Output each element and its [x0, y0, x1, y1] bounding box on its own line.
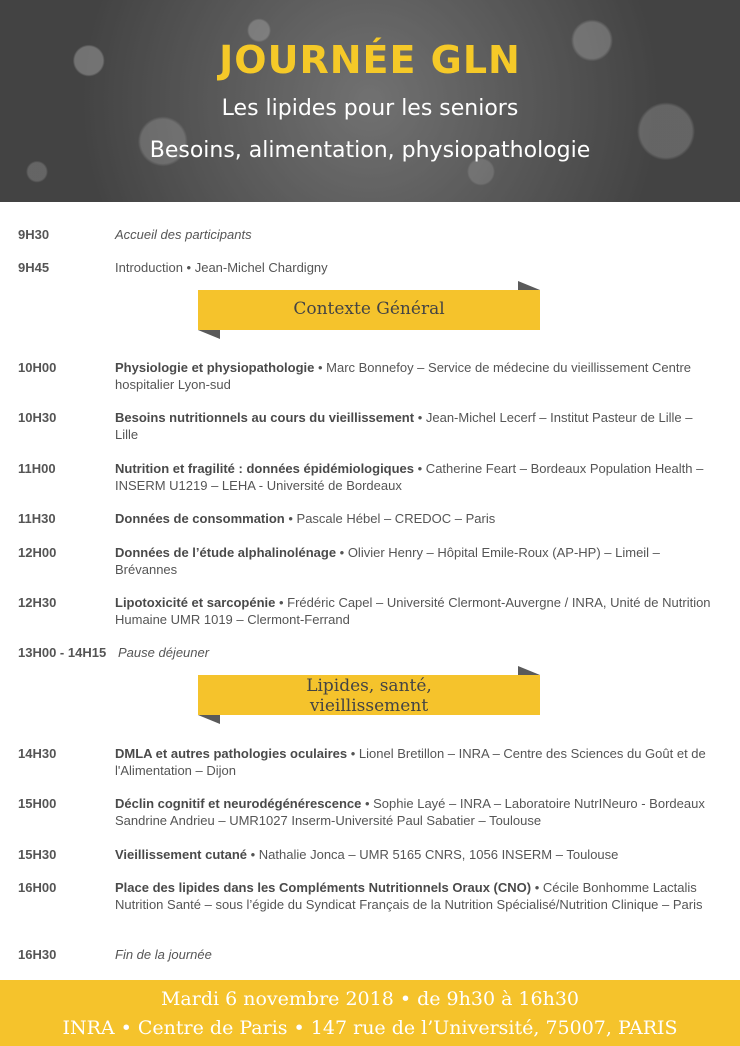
session-speaker: • Olivier Henry – Hôpital Emile-Roux (AP-HP) – Limeil – Brévannes [115, 545, 660, 577]
session-title: Données de consommation [115, 511, 285, 526]
time-label: 15H30 [18, 847, 57, 862]
time-label: 9H45 [18, 260, 50, 275]
time-label: 10H00 [18, 360, 57, 375]
session-speaker: • Sophie Layé – INRA – Laboratoire NutrINeuro - Bordeaux Sandrine Andrieu – UMR1027 Inserm-Université Paul Sabatier – Toulouse [115, 796, 705, 828]
section-banner-contexte [198, 290, 540, 330]
ribbon-fold [518, 666, 540, 675]
event-subtitle-1: Les lipides pour les seniors [221, 96, 519, 121]
pause-label: Pause déjeuner [118, 645, 210, 660]
event-location: INRA • Centre de Paris • 147 rue de l’Université, 75007, PARIS [62, 1017, 678, 1039]
session-description [115, 846, 715, 863]
session-title: Vieillissement cutané [115, 847, 247, 862]
footer-banner [0, 980, 740, 1046]
time-label: 14H30 [18, 746, 57, 761]
session-speaker: • Marc Bonnefoy – Service de médecine du vieillissement Centre hospitalier Lyon-sud [115, 360, 692, 392]
time-label: 16H00 [18, 880, 57, 895]
time-label: 11H00 [18, 461, 56, 476]
section-title: Contexte Général [293, 299, 445, 319]
time-label: 12H30 [18, 595, 57, 610]
session-title: Lipotoxicité et sarcopénie [115, 595, 276, 610]
session-description [115, 544, 715, 578]
session-description [115, 745, 715, 779]
time-label: 15H00 [18, 796, 57, 811]
session-description [115, 409, 715, 443]
session-description [115, 460, 715, 494]
time-label: 12H00 [18, 545, 57, 560]
event-title: JOURNÉE GLN [219, 38, 521, 82]
session-title: Physiologie et physiopathologie [115, 360, 315, 375]
section-title-line1: Lipides, santé, [306, 676, 432, 696]
session-title: Nutrition et fragilité : données épidémiologiques [115, 461, 415, 476]
session-speaker: • Pascale Hébel – CREDOC – Paris [284, 511, 496, 526]
session-description: Introduction • Jean-Michel Chardigny [115, 260, 328, 275]
event-subtitle-2: Besoins, alimentation, physiopathologie [149, 138, 591, 163]
session-speaker: • Frédéric Capel – Université Clermont-Auvergne / INRA, Unité de Nutrition Humaine UMR 1019 – Clermont-Ferrand [115, 595, 711, 627]
header-banner [0, 0, 740, 202]
session-title: DMLA et autres pathologies oculaires [115, 746, 348, 761]
session-description [115, 879, 715, 913]
session-description [115, 594, 715, 628]
session-title: Besoins nutritionnels au cours du vieillissement [115, 410, 415, 425]
session-title: Données de l’étude alphalinolénage [115, 545, 337, 560]
session-description [115, 510, 715, 527]
time-label: 11H30 [18, 511, 56, 526]
event-date: Mardi 6 novembre 2018 • de 9h30 à 16h30 [160, 988, 580, 1010]
session-title: Place des lipides dans les Compléments Nutritionnels Oraux (CNO) [115, 880, 532, 895]
session-speaker: • Cécile Bonhomme Lactalis Nutrition Santé – sous l’égide du Syndicat Français de la Nutrition Spécialisé/Nutrition Clinique – Paris [115, 880, 703, 912]
time-label: 13H00 - 14H15 [18, 645, 107, 660]
session-speaker: • Lionel Bretillon – INRA – Centre des Sciences du Goût et de l'Alimentation – Dijon [115, 746, 706, 778]
section-title-line2: vieillissement [309, 696, 429, 716]
ribbon-fold [198, 715, 220, 724]
time-label: 9H30 [18, 227, 50, 242]
time-label: 16H30 [18, 947, 57, 962]
session-speaker: • Nathalie Jonca – UMR 5165 CNRS, 1056 INSERM – Toulouse [247, 847, 619, 862]
ribbon-fold [198, 330, 220, 339]
session-speaker: • Catherine Feart – Bordeaux Population Health – INSERM U1219 – LEHA - Université de Bordeaux [115, 461, 704, 493]
session-description: Accueil des participants [115, 227, 252, 242]
session-description [115, 359, 715, 393]
end-label: Fin de la journée [115, 947, 212, 962]
ribbon-fold [518, 281, 540, 290]
session-title: Déclin cognitif et neurodégénérescence [115, 796, 362, 811]
time-label: 10H30 [18, 410, 57, 425]
session-description [115, 795, 715, 829]
section-banner-lipides [198, 675, 540, 715]
session-speaker: • Jean-Michel Lecerf – Institut Pasteur de Lille – Lille [115, 410, 693, 442]
